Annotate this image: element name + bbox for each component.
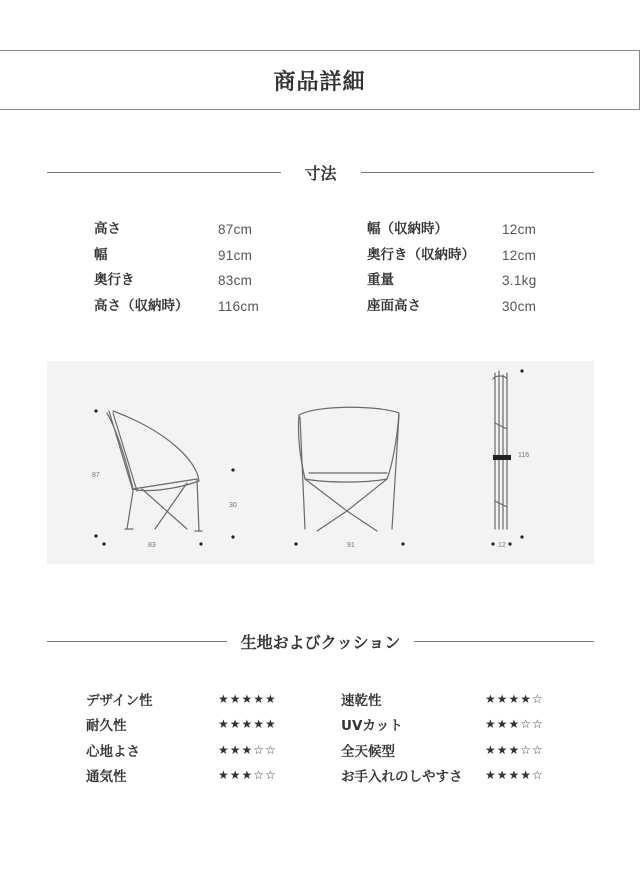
dimensions-table-right (367, 217, 537, 319)
spec-label: 奥行き (94, 272, 135, 288)
rating-label: 心地よさ (86, 743, 140, 760)
spec-label: 高さ（収納時） (94, 297, 189, 314)
rating-stars: ★★★★☆ (485, 691, 544, 706)
rating-label: 耐久性 (86, 718, 127, 735)
page-header (0, 50, 640, 110)
spec-value: 83cm (218, 273, 253, 288)
label-folded-height: 116 (518, 452, 530, 459)
divider-line (361, 172, 595, 173)
spec-value: 87cm (218, 222, 253, 237)
divider-line (47, 172, 281, 173)
folded-view-chair (493, 371, 507, 529)
spec-label: 幅 (94, 246, 108, 263)
fabric-ratings-left (86, 686, 277, 788)
folded-strap (493, 455, 511, 460)
side-view-chair (107, 411, 202, 531)
dimensions-section-heading (47, 162, 594, 182)
rating-row (341, 712, 544, 738)
label-front-width: 91 (347, 542, 355, 549)
spec-value: 12cm (502, 247, 537, 263)
spec-row (94, 268, 259, 294)
label-folded-width: 12 (498, 542, 506, 549)
rating-stars: ★★★★☆ (485, 768, 544, 783)
rating-row (341, 686, 544, 712)
rating-row (86, 712, 277, 738)
divider-line (414, 641, 594, 642)
fabric-section-heading (47, 631, 594, 651)
rating-stars: ★★★☆☆ (218, 768, 277, 783)
spec-label: 奥行き（収納時） (367, 246, 475, 263)
spec-label: 重量 (367, 272, 394, 288)
rating-row (341, 737, 544, 763)
rating-label: 通気性 (86, 769, 127, 786)
rating-label: UVカット (341, 718, 403, 735)
spec-label: 幅（収納時） (367, 221, 448, 237)
spec-value: 91cm (218, 247, 253, 263)
label-seat-height: 30 (229, 502, 237, 509)
spec-row (367, 294, 537, 320)
dimensions-heading: 寸法 (304, 163, 337, 183)
rating-row (341, 763, 544, 789)
rating-row (86, 763, 277, 789)
spec-row (367, 217, 537, 243)
chair-diagram-svg (47, 361, 594, 564)
spec-value: 116cm (218, 298, 260, 314)
label-side-depth: 83 (148, 542, 156, 549)
rating-label: デザイン性 (86, 692, 153, 709)
spec-value: 12cm (502, 222, 537, 237)
spec-row (94, 243, 259, 269)
spec-value: 3.1kg (502, 273, 537, 288)
fabric-heading: 生地およびクッション (240, 632, 401, 652)
rating-stars: ★★★☆☆ (218, 742, 277, 757)
dimensions-table-left (94, 217, 259, 319)
rating-stars: ★★★★★ (218, 717, 277, 732)
chair-dimension-diagram (47, 361, 594, 564)
divider-line (47, 641, 227, 642)
rating-label: お手入れのしやすさ (341, 769, 463, 786)
rating-stars: ★★★☆☆ (485, 742, 544, 757)
rating-stars: ★★★★★ (218, 691, 277, 706)
spec-row (367, 268, 537, 294)
page-title: 商品詳細 (273, 69, 366, 95)
front-view-chair (298, 407, 399, 531)
rating-row (86, 737, 277, 763)
rating-row (86, 686, 277, 712)
rating-label: 全天候型 (341, 743, 395, 760)
corner-markers (94, 369, 523, 545)
rating-label: 速乾性 (341, 692, 382, 709)
spec-value: 30cm (502, 298, 537, 314)
fabric-ratings-right (341, 686, 544, 788)
spec-row (94, 217, 259, 243)
label-side-height: 87 (92, 472, 100, 479)
spec-row (94, 294, 259, 320)
spec-label: 高さ (94, 221, 121, 237)
rating-stars: ★★★☆☆ (485, 717, 544, 732)
spec-row (367, 243, 537, 269)
spec-label: 座面高さ (367, 297, 421, 314)
